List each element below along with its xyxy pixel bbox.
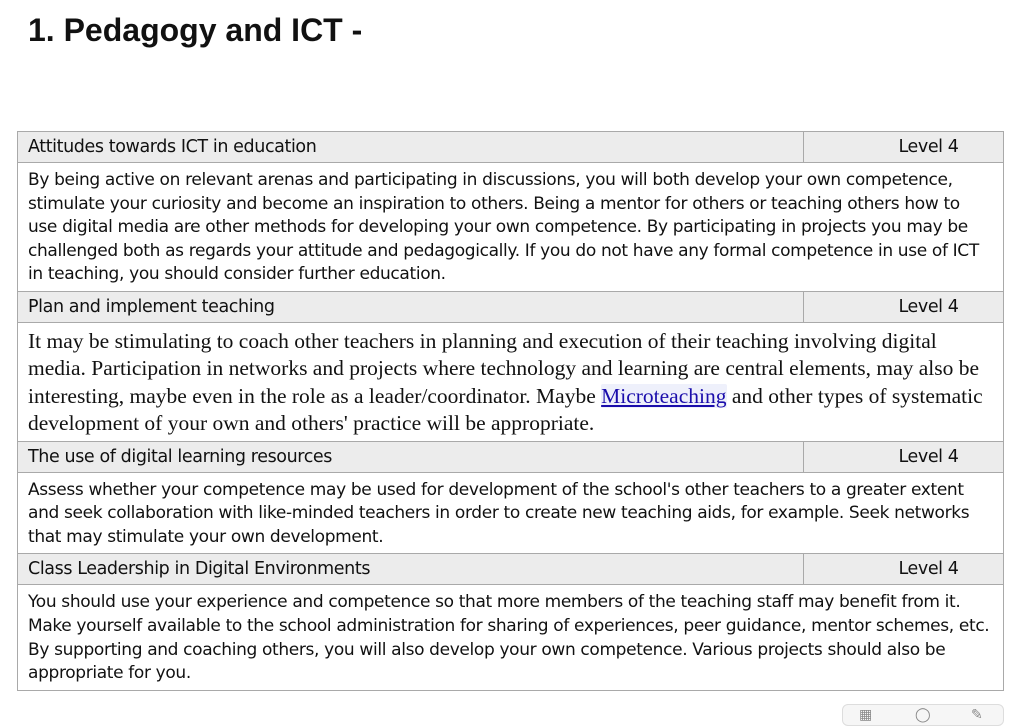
columns-icon[interactable]: ▦ xyxy=(859,707,873,723)
microteaching-link[interactable]: Microteaching xyxy=(601,383,727,408)
section-heading: The use of digital learning resources xyxy=(18,441,804,472)
section-header-row xyxy=(18,291,1004,322)
level-badge: Level 4 xyxy=(804,291,1004,322)
edit-icon[interactable]: ✎ xyxy=(971,707,983,723)
section-body-row xyxy=(18,322,1004,441)
section-body-row xyxy=(18,585,1004,690)
section-text: You should use your experience and competence so that more members of the teaching staff may benefit from it. Make yourself available to the school administration for sharing of experiences, peer guidance, mentor schemes, etc. By supporting and coaching others, you will also develop your own competence. Various projects should also be appropriate for you. xyxy=(18,585,1004,690)
section-heading: Class Leadership in Digital Environments xyxy=(18,554,804,585)
section-text: Assess whether your competence may be used for development of the school's other teachers to a greater extent and seek collaboration with like-minded teachers in order to create new teaching aids, for example. Seek networks that may stimulate your own development. xyxy=(18,472,1004,554)
section-header-row xyxy=(18,441,1004,472)
search-icon[interactable]: ◯ xyxy=(915,707,931,723)
section-heading: Plan and implement teaching xyxy=(18,291,804,322)
section-header-row xyxy=(18,554,1004,585)
level-badge: Level 4 xyxy=(804,554,1004,585)
section-text: By being active on relevant arenas and participating in discussions, you will both develop your own competence, stimulate your curiosity and become an inspiration to others. Being a mentor for others or teaching others how to use digital media are other methods for developing your own competence. By participating in projects you may be challenged both as regards your attitude and pedagogically. If you do not have any formal competence in use of ICT in teaching, you should consider further education. xyxy=(18,163,1004,292)
section-heading: Attitudes towards ICT in education xyxy=(18,132,804,163)
section-text xyxy=(18,322,1004,441)
section-text-before-link: It may be stimulating to coach other teachers in planning and execution of their teaching involving digital media. Participation in networks and projects where technology and learning are central elements, may also be interesting, maybe even in the role as a leader/coordinator. Maybe xyxy=(28,328,980,408)
level-badge: Level 4 xyxy=(804,441,1004,472)
section-text-after-link: and other types of systematic development of your own and others' practice will be appropriate. xyxy=(28,383,983,436)
section-body-row xyxy=(18,472,1004,554)
assessment-table xyxy=(17,131,1004,691)
section-body-row xyxy=(18,163,1004,292)
page-title: 1. Pedagogy and ICT - xyxy=(28,12,363,48)
section-header-row xyxy=(18,132,1004,163)
level-badge: Level 4 xyxy=(804,132,1004,163)
floating-toolbar xyxy=(842,704,1004,726)
